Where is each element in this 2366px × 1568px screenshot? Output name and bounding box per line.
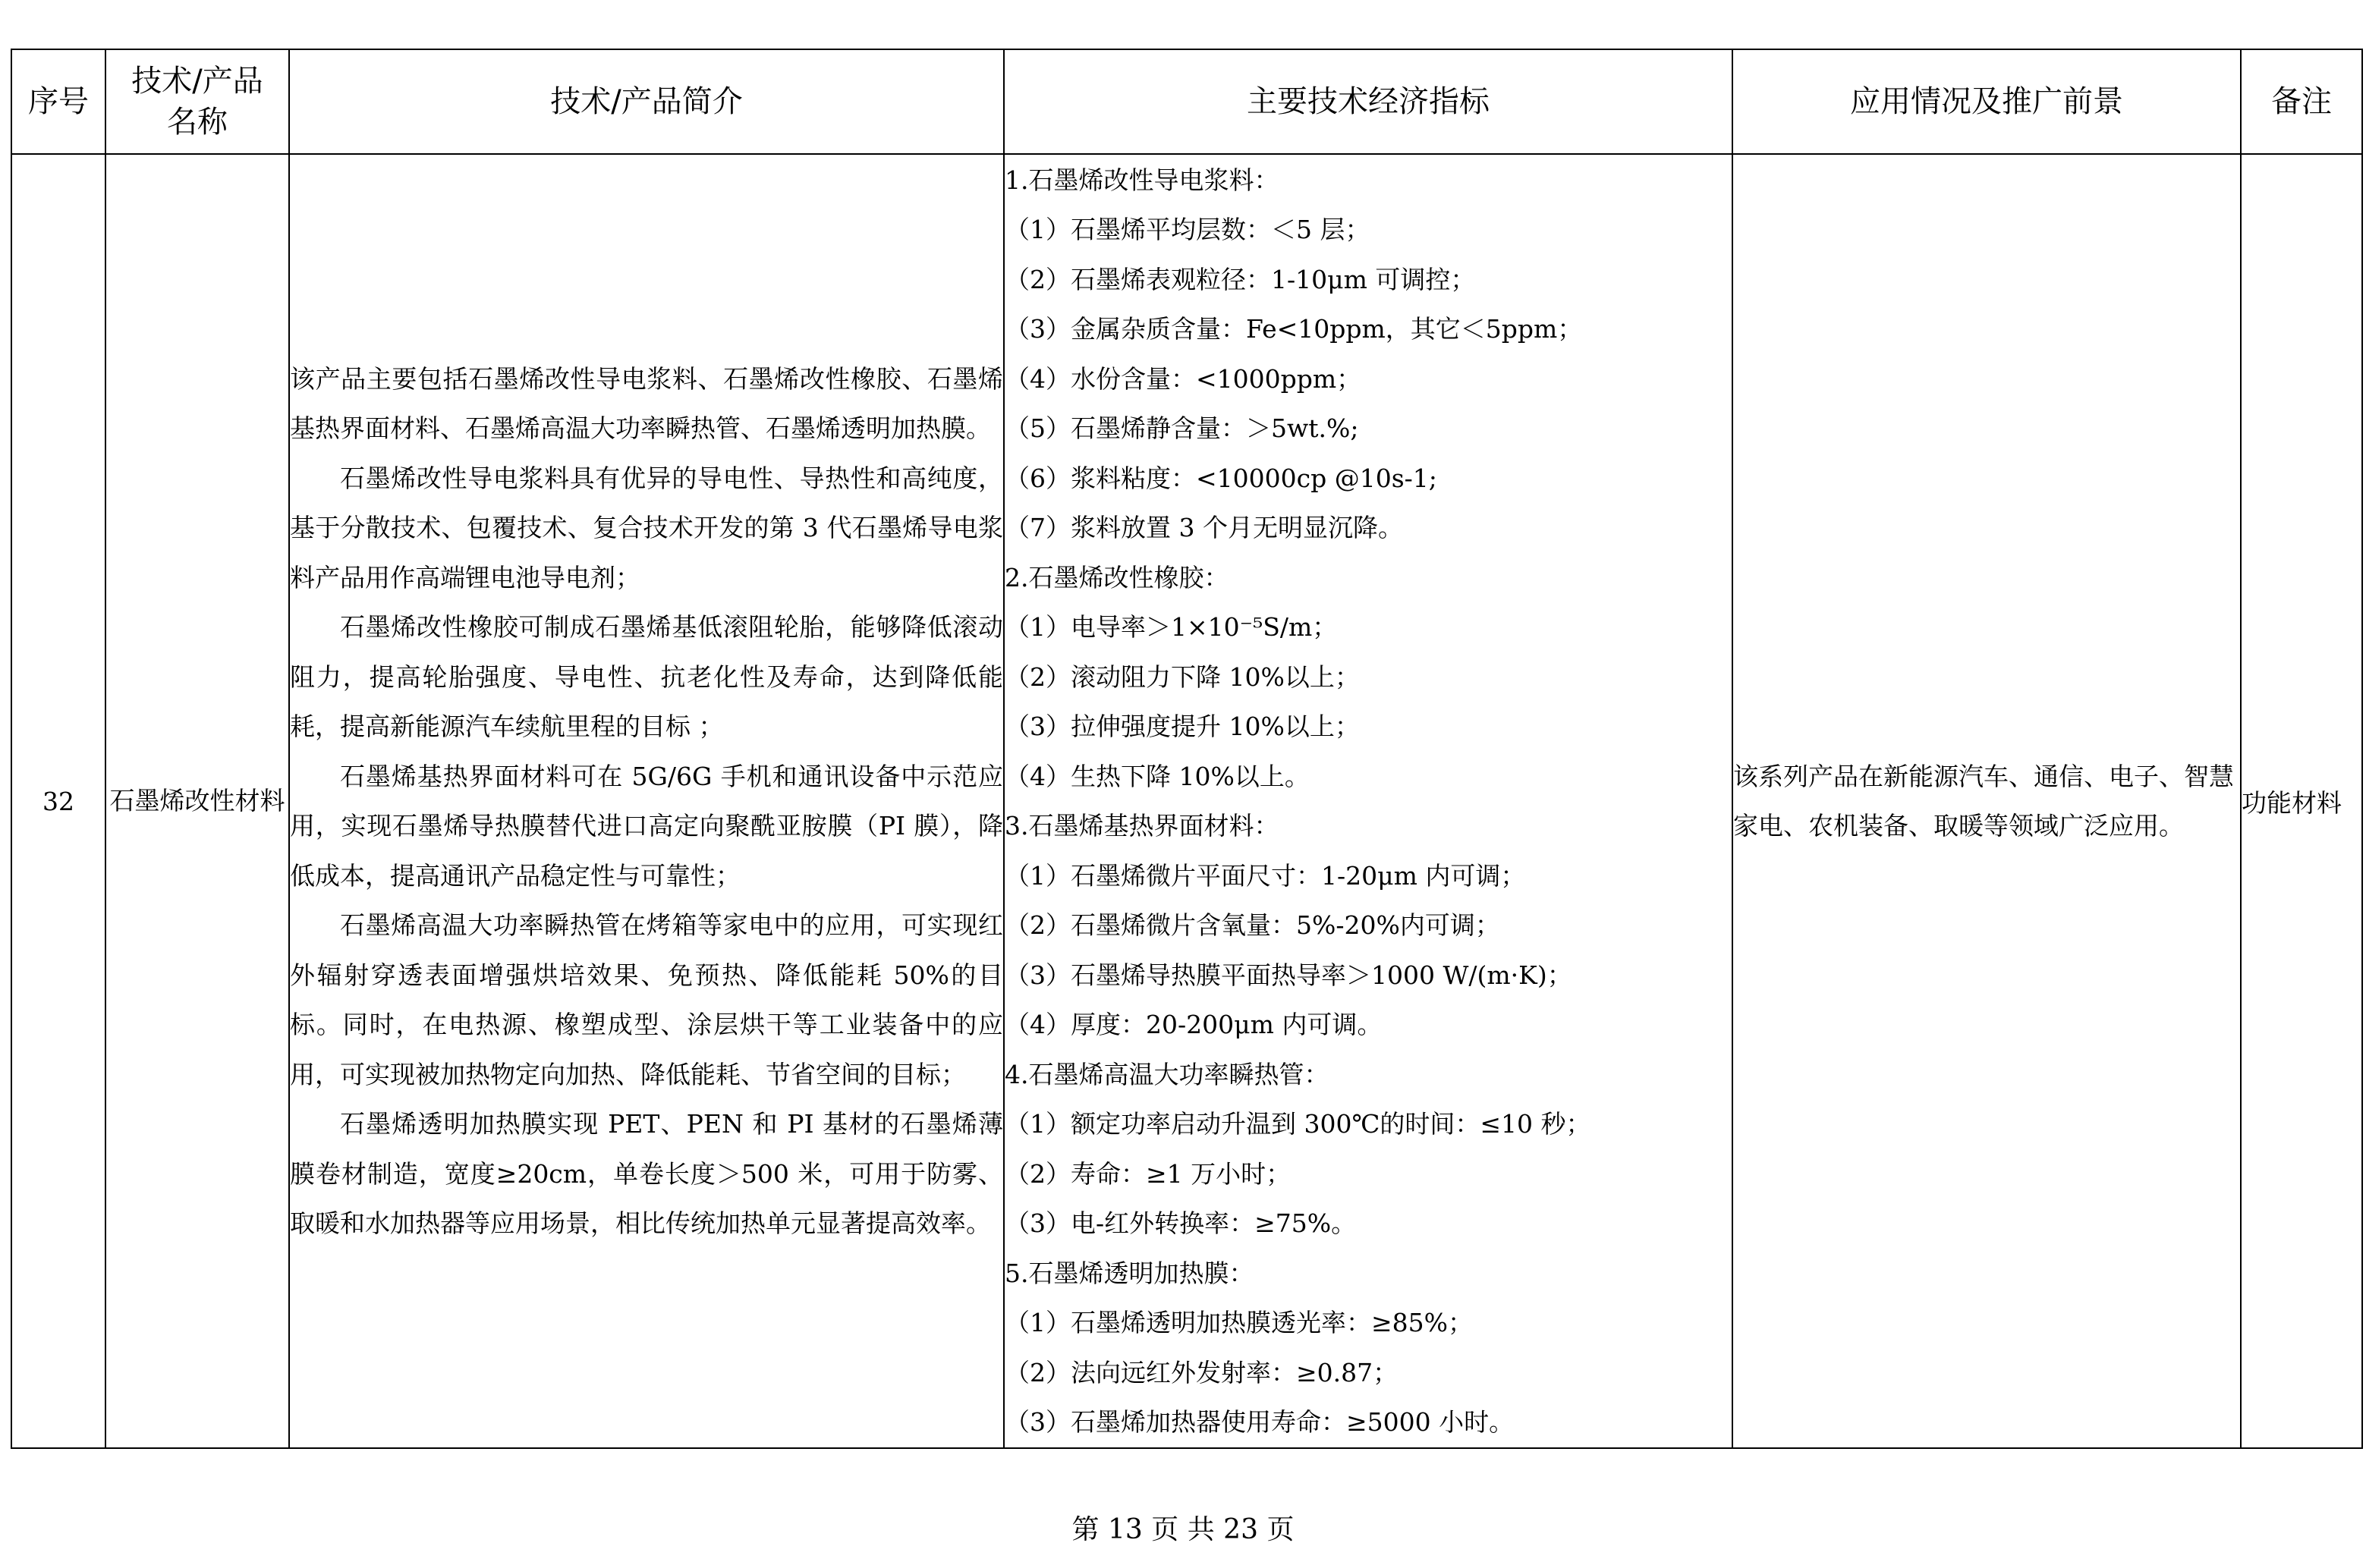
intro-paragraph: 石墨烯高温大功率瞬热管在烤箱等家电中的应用，可实现红外辐射穿透表面增强烘培效果、免预热、降低能耗 50%的目标。同时，在电热源、橡塑成型、涂层烘干等工业装备中的应用，可实现被加热物定向加热、降低能耗、节省空间的目标； bbox=[290, 910, 1003, 1089]
metric-line: （4）生热下降 10%以上。 bbox=[1005, 761, 1310, 791]
footer-mid: 页 共 bbox=[1151, 1514, 1215, 1545]
metric-line: （3）电-红外转换率：≥75%。 bbox=[1005, 1208, 1357, 1238]
product-table bbox=[11, 49, 2363, 1449]
header-name-line1: 技术/产品 bbox=[131, 64, 263, 99]
row-intro bbox=[289, 154, 1004, 1448]
metric-line: （3）石墨烯加热器使用寿命：≥5000 小时。 bbox=[1005, 1407, 1515, 1437]
metric-line: （3）石墨烯导热膜平面热导率＞1000 W/(m·K)； bbox=[1005, 960, 1572, 990]
metric-line: 1.石墨烯改性导电浆料： bbox=[1005, 165, 1279, 195]
row-remark: 功能材料 bbox=[2241, 154, 2362, 1448]
metric-line: （2）石墨烯表观粒径：1-10μm 可调控； bbox=[1005, 264, 1476, 294]
row-name: 石墨烯改性材料 bbox=[105, 154, 289, 1448]
metric-line: 4.石墨烯高温大功率瞬热管： bbox=[1005, 1059, 1329, 1089]
metric-line: （1）额定功率启动升温到 300℃的时间：≤10 秒； bbox=[1005, 1109, 1591, 1139]
page-footer bbox=[0, 1513, 2366, 1547]
metric-line: （2）寿命：≥1 万小时； bbox=[1005, 1158, 1292, 1189]
header-remark: 备注 bbox=[2241, 49, 2362, 154]
intro-paragraph: 石墨烯改性导电浆料具有优异的导电性、导热性和高纯度，基于分散技术、包覆技术、复合技术开发的第 3 代石墨烯导电浆料产品用作高端锂电池导电剂； bbox=[290, 463, 1003, 592]
table-header-row bbox=[11, 49, 2362, 154]
metric-line: （3）拉伸强度提升 10%以上； bbox=[1005, 712, 1360, 741]
metric-line: （4）水份含量：<1000ppm； bbox=[1005, 363, 1362, 394]
metric-line: （1）石墨烯平均层数：＜5 层； bbox=[1005, 215, 1370, 244]
metric-line: （2）石墨烯微片含氧量：5%-20%内可调； bbox=[1005, 910, 1500, 940]
footer-current-page: 13 bbox=[1108, 1514, 1143, 1545]
intro-paragraph: 石墨烯改性橡胶可制成石墨烯基低滚阻轮胎，能够降低滚动阻力，提高轮胎强度、导电性、抗老化性及寿命，达到降低能耗，提高新能源汽车续航里程的目标 ； bbox=[290, 612, 1003, 741]
metric-line: （3）金属杂质含量：Fe<10ppm，其它＜5ppm； bbox=[1005, 314, 1583, 344]
footer-prefix: 第 bbox=[1071, 1514, 1100, 1545]
intro-paragraph: 该产品主要包括石墨烯改性导电浆料、石墨烯改性橡胶、石墨烯基热界面材料、石墨烯高温大功率瞬热管、石墨烯透明加热膜。 bbox=[290, 363, 1003, 443]
metric-line: （7）浆料放置 3 个月无明显沉降。 bbox=[1005, 513, 1403, 542]
metric-line: （1）石墨烯透明加热膜透光率：≥85%； bbox=[1005, 1308, 1473, 1337]
header-metrics: 主要技术经济指标 bbox=[1004, 49, 1732, 154]
metric-line: （6）浆料粘度：<10000cp @10s-1; bbox=[1005, 463, 1437, 493]
header-application: 应用情况及推广前景 bbox=[1732, 49, 2241, 154]
application-text: 该系列产品在新能源汽车、通信、电子、智慧家电、农机装备、取暖等领域广泛应用。 bbox=[1733, 761, 2234, 841]
intro-paragraph: 石墨烯基热界面材料可在 5G/6G 手机和通讯设备中示范应用，实现石墨烯导热膜替代进口高定向聚酰亚胺膜（PI 膜），降低成本，提高通讯产品稳定性与可靠性； bbox=[290, 761, 1003, 891]
header-name-line2: 名称 bbox=[167, 105, 228, 140]
header-number: 序号 bbox=[11, 49, 105, 154]
metric-line: （1）电导率＞1×10⁻⁵S/m； bbox=[1005, 612, 1338, 642]
metric-line: （2）滚动阻力下降 10%以上； bbox=[1005, 661, 1360, 692]
intro-paragraph: 石墨烯透明加热膜实现 PET、PEN 和 PI 基材的石墨烯薄膜卷材制造，宽度≥20cm，单卷长度＞500 米，可用于防雾、取暖和水加热器等应用场景，相比传统加热单元显著提高效率。 bbox=[290, 1109, 1003, 1238]
row-application bbox=[1732, 154, 2241, 1448]
footer-suffix: 页 bbox=[1266, 1514, 1295, 1545]
header-intro: 技术/产品简介 bbox=[289, 49, 1004, 154]
metric-line: 2.石墨烯改性橡胶： bbox=[1005, 562, 1229, 592]
metric-line: （1）石墨烯微片平面尺寸：1-20μm 内可调； bbox=[1005, 860, 1526, 891]
metric-line: 3.石墨烯基热界面材料： bbox=[1005, 811, 1279, 841]
metric-line: （2）法向远红外发射率：≥0.87； bbox=[1005, 1357, 1399, 1387]
header-name bbox=[105, 49, 289, 154]
row-metrics bbox=[1004, 154, 1732, 1448]
metric-line: （4）厚度：20-200μm 内可调。 bbox=[1005, 1010, 1383, 1039]
footer-total-pages: 23 bbox=[1223, 1514, 1258, 1545]
metric-line: （5）石墨烯静含量：＞5wt.%; bbox=[1005, 413, 1359, 443]
table-row bbox=[11, 154, 2362, 1448]
metric-line: 5.石墨烯透明加热膜： bbox=[1005, 1258, 1254, 1288]
row-number: 32 bbox=[11, 154, 105, 1448]
